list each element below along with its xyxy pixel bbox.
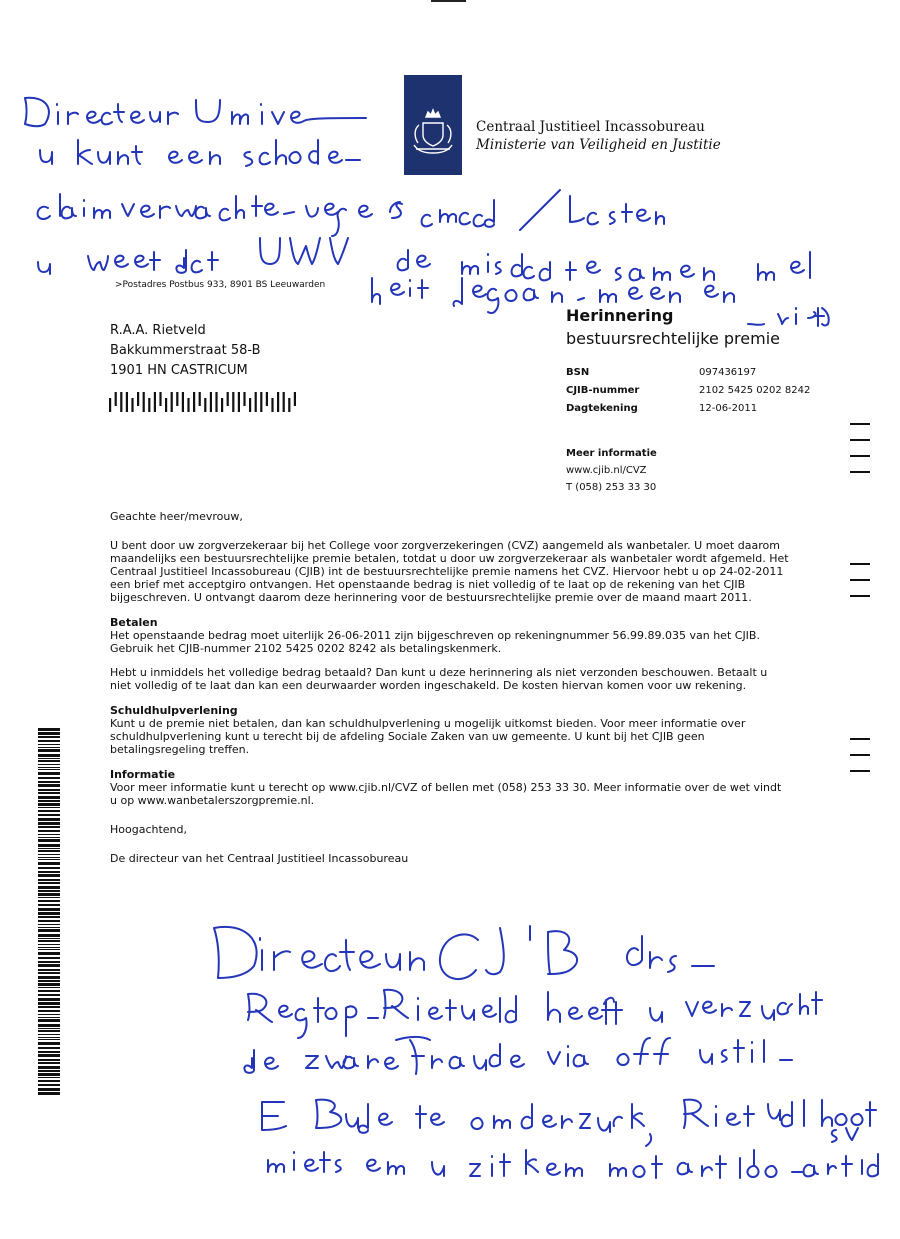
informatie-paragraph: Voor meer informatie kunt u terecht op www.cjib.nl/CVZ of bellen met (058) 253 33 30. Meer informatie over de wet vindt u op www.wanbetalerszorgpremie.nl. (110, 781, 782, 807)
organisation-name: Centraal Justitieel Incassobureau (476, 119, 705, 135)
handwriting-bottom (214, 926, 878, 1178)
intro-paragraph: U bent door uw zorgverzekeraar bij het College voor zorgverzekeringen (CVZ) aangemeld als wanbetaler. U moet daarom maandelijks een bestuursrechtelijke premie betalen, totdat u door uw zorgverzekeraar als wanbetaler wordt afgemeld. Het Centraal Justitieel Incassobureau (CJIB) int de bestuursrechtelijke premie namens het CVZ. Hiervoor hebt u op 24-02-2011 een brief met acceptgiro ontvangen. Het openstaande bedrag is niet volledig of te laat op de rekening van het CJIB bijgeschreven. U ontvangt daarom deze herinnering voor de bestuursrechtelijke premie over de maand maart 2011. (110, 539, 789, 604)
more-info-phone: T (058) 253 33 30 (566, 482, 657, 493)
meta-value: 12-06-2011 (699, 402, 758, 414)
informatie-heading: Informatie (110, 768, 176, 781)
recipient-street: Bakkummerstraat 58-B (110, 343, 261, 358)
signature-line: De directeur van het Centraal Justitieel Incassobureau (110, 852, 409, 865)
meta-label: CJIB-nummer (566, 384, 640, 396)
salutation: Geachte heer/mevrouw, (110, 510, 243, 523)
ministry-name: Ministerie van Veiligheid en Justitie (476, 137, 721, 153)
more-info-website: www.cjib.nl/CVZ (566, 465, 647, 476)
schuldhulp-heading: Schuldhulpverlening (110, 704, 238, 717)
meta-label: Dagtekening (566, 402, 638, 414)
handwriting-top (25, 98, 829, 326)
document-subtitle: bestuursrechtelijke premie (566, 329, 780, 348)
meta-value: 2102 5425 0202 8242 (699, 384, 811, 396)
recipient-name: R.A.A. Rietveld (110, 323, 206, 338)
recipient-city: 1901 HN CASTRICUM (110, 363, 248, 378)
more-info-heading: Meer informatie (566, 448, 657, 459)
betalen-paragraph-2: Hebt u inmiddels het volledige bedrag betaald? Dan kunt u deze herinnering als niet verzonden beschouwen. Betaalt u niet volledig of te laat dan kan een deurwaarder worden ingeschakeld. De kosten hiervan komen voor uw rekening. (110, 666, 768, 692)
schuldhulp-paragraph: Kunt u de premie niet betalen, dan kan schuldhulpverlening u mogelijk uitkomst bieden. Voor meer informatie over schuldhulpverlening kunt u terecht bij de afdeling Sociale Zaken van uw gemeente. U kunt bij het CJIB geen betalingsregeling treffen. (110, 717, 746, 756)
betalen-heading: Betalen (110, 616, 158, 629)
meta-value: 097436197 (699, 366, 757, 378)
postal-address: >Postadres Postbus 933, 8901 BS Leeuwarden (115, 280, 326, 290)
closing: Hoogachtend, (110, 823, 188, 836)
document-title: Herinnering (566, 306, 674, 325)
betalen-paragraph: Het openstaande bedrag moet uiterlijk 26-06-2011 zijn bijgeschreven op rekeningnummer 56.99.89.035 van het CJIB. Gebruik het CJIB-nummer 2102 5425 0202 8242 als betalingskenmerk. (110, 629, 760, 655)
meta-label: BSN (566, 366, 590, 378)
